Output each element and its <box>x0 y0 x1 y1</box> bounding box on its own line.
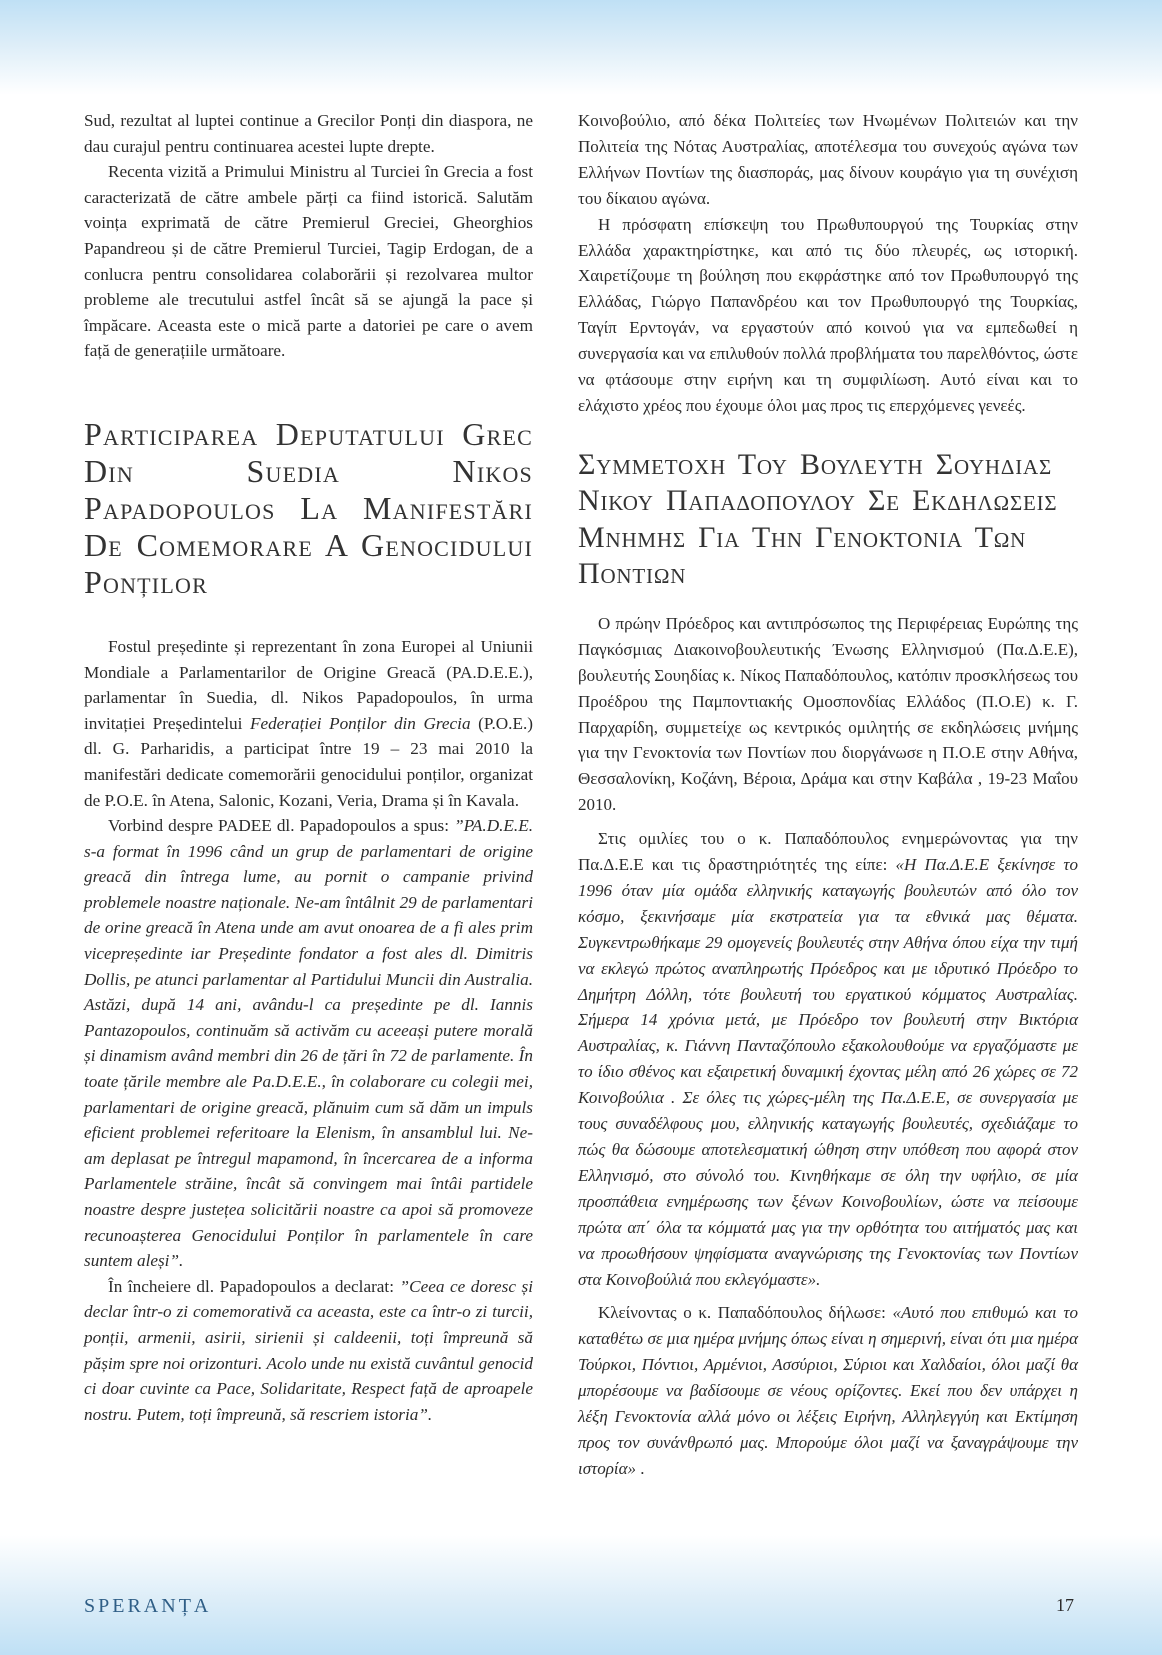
article-quote: «Η Πα.Δ.Ε.Ε ξεκίνησε το 1996 όταν μία ομάδα ελληνικής καταγωγής βουλευτών από όλο τον κόσμο, ξεκινήσαμε μία εκστρατεία για τα εθνικά μας θέματα. Συγκεντρωθήκαμε 29 ομογενείς βουλευτές στην Αθήνα όπου είχα την τιμή να εκλεγώ πρώτος αναπληρωτής Πρόεδρος και με ιδρυτικό Πρόεδρο το Δημήτρη Δόλλη, τότε βουλευτή του εργατικού κόμματος Αυστραλίας. Σήμερα 14 χρόνια μετά, με Πρόεδρο τον βουλευτή στην Βικτόρια Αυστραλίας, κ. Γιάννη Πανταζόπουλο εξακολουθούμε να εργαζόμαστε με το ίδιο σθένος και εξαιρετική δυναμική έχοντας μέλη από 26 χώρες σε 72 Κοινοβούλια . Σε όλες τις χώρες-μέλη της Πα.Δ.Ε.Ε, σε συνεργασία με τους συναδέλφους μου, ελληνικής καταγωγής βουλευτές, σχεδιάζαμε το πώς θα δώσουμε αποτελεσματική ώθηση στην υπόθεση που αφορά στον Ελληνισμό, στο σύνολό του. Κινηθήκαμε σε όλη την υφήλιο, σε μία προσπάθεια ενημέρωσης των ξένων Κοινοβουλίων, ώστε να πείσουμε πρώτα απ΄ όλα τα κόμματά μας για την ορθότητα του αιτήματός μας και να προωθήσουν ψηφίσματα αναγνώρισης της Γενοκτονίας των Ποντίων στα Κοινοβούλιά που εκλεγόμαστε». <box>578 855 1079 1289</box>
article-paragraph <box>84 634 533 813</box>
article-paragraph <box>578 826 1078 1292</box>
article-italic-text: Federației Ponților din Grecia <box>249 713 471 733</box>
intro-paragraph: Sud, rezultat al luptei continue a Grecilor Ponți din diaspora, ne dau curajul pentru continuarea acestei lupte drepte. <box>84 111 533 156</box>
article-text: În încheiere dl. Papadopoulos a declarat: <box>108 1276 400 1296</box>
article-heading-greek: Συμμετοχη Του Βουλευτη Σουηδιας Νικου Παπαδοπουλου Σε Εκδηλωσεις Μνημης Για Την Γενοκτονια Των Ποντιων <box>578 447 1058 591</box>
intro-paragraph: Η πρόσφατη επίσκεψη του Πρωθυπουργού της Τουρκίας στην Ελλάδα χαρακτηρίστηκε, και από τις δύο πλευρές, ως ιστορική. Χαιρετίζουμε τη βούληση που εκφράστηκε από τον Πρωθυπουργό της Ελλάδας, Γιώργο Παπανδρέου και τον Πρωθυπουργό της Τουρκίας, Ταγίπ Ερντογάν, να εργαστούν από κοινού για να εμπεδωθεί η συνεργασία και να επιλυθούν πολλά προβλήματα του παρελθόντος, ώστε να φτάσουμε στην ειρήνη και τη συμφιλίωση. Αυτό είναι και το ελάχιστο χρέος που έχουμε όλοι μας προς τις επερχόμενες γενεές. <box>578 214 1078 415</box>
article-quote: ”PA.D.E.E. s-a format în 1996 când un grup de parlamentari de origine greacă din întrega lume, au pornit o campanie privind problemele noastre naționale. Ne-am întâlnit 29 de parlamentari de orine greacă în Atena unde am avut onoarea de a fi ales prim vicepreședinte iar Președinte fondator a fost ales dl. Dimitris Dollis, pe atunci parlamentar al Partidului Muncii din Australia. Astăzi, după 14 ani, avându-l ca președinte pe dl. Iannis Pantazopoulos, continuăm să activăm cu aceeași putere morală și dinamism având membri din 26 de țări în 72 de parlamente. În toate țările membre ale Pa.D.E.E., în colaborare cu colegii mei, parlamentari de origine greacă, plănuim cum să dăm un impuls eficient problemei referitoare la Elenism, în ansamblul lui. Ne-am deplasat pe întregul mapamond, în încercarea de a informa Parlamentele străine, încât să convingem mai întâi partidele noastre despre justețea solicitării noastre ca apoi să promoveze recunoașterea Genocidului Ponților în parlamentele în care suntem aleși”. <box>84 816 533 1271</box>
page-number: 17 <box>1056 1595 1074 1615</box>
article-quote: «Αυτό που επιθυμώ και το καταθέτω σε μια ημέρα μνήμης όπως είναι η σημερινή, είναι ότι μια ημέρα Τούρκοι, Πόντιοι, Αρμένιοι, Ασσύριοι, Σύριοι και Χαλδαίοι, όλοι μαζί θα μπορέσουμε να βαδίσουμε σε νέους ορίζοντες. Εκεί που δεν υπάρχει η λέξη Γενοκτονία αλλά μόνο οι λέξεις Ειρήνη, Αλληλεγγύη και Εκτίμηση προς τον συνάνθρωπό μας. Μπορούμε όλοι μαζί να ξαναγράψουμε την ιστορία» <box>578 1303 1078 1478</box>
article-paragraph <box>84 813 533 1274</box>
article-text: Κλείνοντας ο κ. Παπαδόπουλος δήλωσε: <box>598 1303 893 1323</box>
right-column-greek <box>578 108 1078 1482</box>
article-quote: ”Ceea ce doresc și declar într-o zi comemorativă ca aceasta, este ca într-o zi turcii, ponții, armenii, asirii, sirienii și caldeenii, toți împreună să pășim spre noi orizonturi. Acolo unde nu există cuvântul genocid ci doar cuvinte ca Pace, Solidaritate, Respect față de aproapele nostru. Putem, toți împreună, să rescriem istoria”. <box>84 1276 534 1424</box>
article-paragraph <box>84 1274 533 1428</box>
top-gradient-band <box>0 0 1162 95</box>
article-text: Fostul președinte și reprezentant în zona Europei al Uniunii Mondiale a Parlamentarilor de Origine Greacă (PA.D.E.E.), parlamentar în Suedia, dl. Nikos Papadopoulos, în urma invitației Președintelui <box>84 636 533 733</box>
article-heading-romanian: Participarea Deputatului Grec Din Suedia Nikos Papadopoulos La Manifestări De Comemorare A Genocidului Ponților <box>84 415 533 600</box>
article-paragraph <box>578 1300 1078 1481</box>
intro-paragraph: Recenta vizită a Primului Ministru al Turciei în Grecia a fost caracterizată de către ambele părți ca fiind istorică. Salutăm voința exprimată de către Premierul Greciei, Gheorghios Papandreou și de către Premierul Turciei, Tagip Erdogan, de a conlucra pentru consolidarea colaborării și rezolvarea multor probleme ale trecutului astfel încât să se ajungă la pace și împăcare. Aceasta este o mică parte a datoriei pe care o avem față de generațiile următoare. <box>84 162 533 361</box>
article-text: Στις ομιλίες του ο κ. Παπαδόπουλος ενημερώνοντας για την Πα.Δ.Ε.Ε και τις δραστηριότητές της είπε: <box>578 829 1078 875</box>
article-text: (P.O.E.) dl. G. Parharidis, a participat între 19 – 23 mai 2010 la manifestări dedicate comemorării genocidului ponților, organizat de P.O.E. în Atena, Salonic, Kozani, Veria, Drama și în Kavala. <box>84 713 534 810</box>
publication-name: SPERANȚA <box>84 1595 212 1617</box>
left-column-romanian <box>84 108 533 1427</box>
article-paragraph: Ο πρώην Πρόεδρος και αντιπρόσωπος της Περιφέρειας Ευρώπης της Παγκόσμιας Διακοινοβουλευτικής Ένωσης Ελληνισμού (Πα.Δ.Ε.Ε), βουλευτής Σουηδίας κ. Νίκος Παπαδόπουλος, κατόπιν προσκλήσεως του Προέδρου της Παμποντιακής Ομοσπονδίας Ελλάδος (Π.Ο.Ε) κ. Γ. Παρχαρίδη, συμμετείχε ως κεντρικός ομιλητής σε εκδηλώσεις μνήμης για την Γενοκτονία των Ποντίων που διοργάνωσε η Π.Ο.Ε στην Αθήνα, Θεσσαλονίκη, Κοζάνη, Βέροια, Δράμα και στην Καβάλα , 19-23 Μαΐου 2010. <box>578 613 1078 815</box>
intro-paragraph: Κοινοβούλιο, από δέκα Πολιτείες των Ηνωμένων Πολιτειών και την Πολιτεία της Νότας Αυστραλίας, αποτέλεσμα του συνεχούς αγώνα των Ελλήνων Ποντίων της διασποράς, μας δίνουν κουράγιο για τη συνέχιση του δίκαιου αγώνα. <box>578 111 1078 208</box>
article-text: . <box>636 1458 645 1478</box>
article-text: Vorbind despre PADEE dl. Papadopoulos a spus: <box>108 816 455 836</box>
